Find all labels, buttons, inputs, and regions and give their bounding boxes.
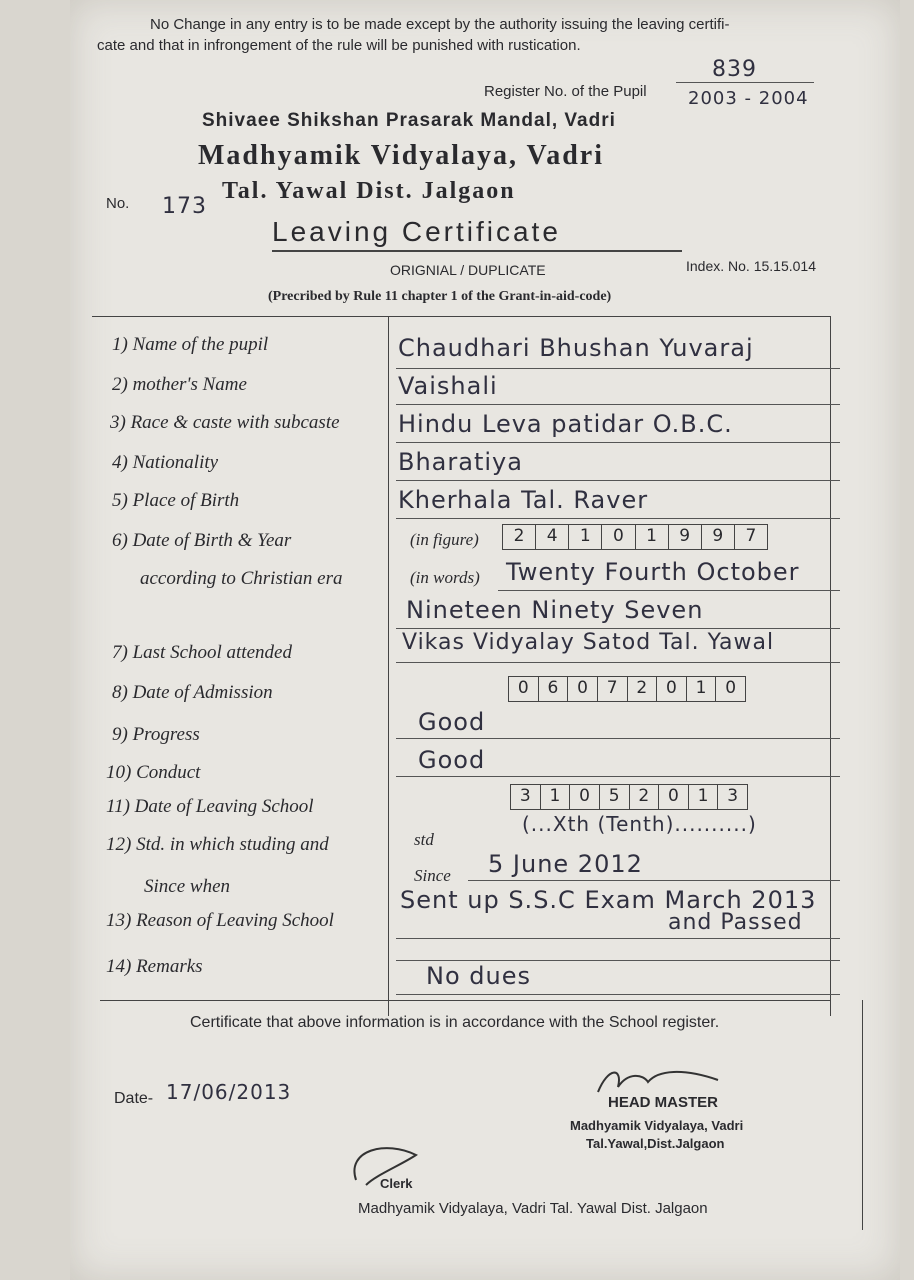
field-value-name: Chaudhari Bhushan Yuvaraj [398, 334, 754, 362]
certify-statement: Certificate that above information is in accordance with the School register. [190, 1014, 720, 1031]
dob-digit-box [502, 524, 768, 550]
field-label-mother: 2) mother's Name [112, 374, 247, 395]
field-line-birthplace [396, 518, 840, 519]
dob-words-1: Twenty Fourth October [506, 558, 800, 586]
admission-digit: 0 [568, 677, 598, 701]
certificate-title: Leaving Certificate [272, 216, 561, 247]
notice-line-2: cate and that in infrongement of the rule will be punished with rustication. [97, 37, 581, 54]
field-value-mother: Vaishali [398, 372, 498, 400]
form-top-border [92, 316, 830, 317]
dob-digit: 9 [702, 525, 735, 549]
leaving-digit: 5 [600, 785, 630, 809]
dob-digit: 2 [503, 525, 536, 549]
field-line-remarks [396, 994, 840, 995]
date-label: Date- [114, 1090, 154, 1107]
register-no: 839 [712, 57, 757, 82]
field-value-remarks: No dues [426, 962, 531, 990]
register-underline [676, 82, 814, 83]
register-year: 2003 - 2004 [688, 88, 809, 109]
field-line-progress [396, 738, 840, 739]
field-label-dob-2: according to Christian era [140, 568, 343, 589]
form-column-divider [388, 316, 389, 1016]
leaving-digit: 3 [511, 785, 541, 809]
form-bottom-border [100, 1000, 830, 1001]
original-duplicate: ORIGNIAL / DUPLICATE [390, 262, 546, 278]
admission-digit: 0 [657, 677, 687, 701]
field-label-reason: 13) Reason of Leaving School [106, 910, 334, 931]
rule-line: (Precribed by Rule 11 chapter 1 of the Grant-in-aid-code) [268, 289, 612, 304]
admission-digit: 2 [628, 677, 658, 701]
leaving-digit: 1 [689, 785, 719, 809]
field-value-reason-2: and Passed [668, 910, 803, 935]
leaving-digit: 0 [659, 785, 689, 809]
register-label: Register No. of the Pupil [484, 83, 647, 100]
index-no: Index. No. 15.15.014 [686, 258, 816, 274]
field-label-birthplace: 5) Place of Birth [112, 490, 240, 511]
field-line-mother [396, 404, 840, 405]
leaving-digit: 2 [630, 785, 660, 809]
hm-stamp-line-2: Tal.Yawal,Dist.Jalgaon [586, 1136, 725, 1151]
field-value-since: 5 June 2012 [488, 850, 643, 878]
field-label-caste: 3) Race & caste with subcaste [110, 412, 340, 433]
leaving-digit: 1 [541, 785, 571, 809]
in-figure-label: (in figure) [410, 530, 479, 549]
field-label-std: 12) Std. in which studing and [106, 834, 329, 855]
field-line-last-school [396, 662, 840, 663]
field-line-caste [396, 442, 840, 443]
field-line-name [396, 368, 840, 369]
cert-no-value: 173 [162, 194, 207, 219]
field-value-reason: Sent up S.S.C Exam March 2013 [400, 886, 817, 914]
leaving-digit: 0 [570, 785, 600, 809]
dob-digit: 4 [536, 525, 569, 549]
field-label-nationality: 4) Nationality [112, 452, 219, 473]
field-label-remarks: 14) Remarks [106, 956, 203, 977]
field-label-since-when: Since when [144, 876, 231, 897]
field-line-since [468, 880, 840, 881]
field-value-conduct: Good [418, 746, 486, 774]
field-line-dob-words [498, 590, 840, 591]
dob-digit: 1 [636, 525, 669, 549]
dob-digit: 0 [602, 525, 635, 549]
field-label-progress: 9) Progress [112, 724, 200, 745]
field-line-reason [396, 938, 840, 939]
field-line-reason-2 [396, 960, 840, 961]
dob-digit: 9 [669, 525, 702, 549]
leaving-digit-box [510, 784, 748, 810]
school-location: Tal. Yawal Dist. Jalgaon [222, 178, 516, 204]
field-label-leaving-date: 11) Date of Leaving School [106, 796, 314, 817]
std-label: std [414, 830, 434, 849]
title-underline [272, 250, 682, 252]
field-label-last-school: 7) Last School attended [112, 642, 292, 663]
form-right-border [830, 316, 831, 1016]
admission-digit: 1 [687, 677, 717, 701]
head-master-title: HEAD MASTER [608, 1094, 719, 1111]
admission-digit: 6 [539, 677, 569, 701]
field-label-admission: 8) Date of Admission [112, 682, 273, 703]
admission-digit-box [508, 676, 746, 702]
dob-digit: 7 [745, 526, 757, 546]
field-line-dob-words-2 [396, 628, 840, 629]
field-value-nationality: Bharatiya [398, 448, 523, 476]
field-label-dob: 6) Date of Birth & Year [112, 530, 292, 551]
dob-words-2: Nineteen Ninety Seven [406, 596, 704, 624]
date-value: 17/06/2013 [166, 1080, 292, 1104]
field-line-nationality [396, 480, 840, 481]
in-words-label: (in words) [410, 568, 480, 587]
field-value-std: (...Xth (Tenth)..........) [522, 812, 757, 836]
field-value-progress: Good [418, 708, 486, 736]
school-footer: Madhyamik Vidyalaya, Vadri Tal. Yawal Dist. Jalgaon [358, 1200, 708, 1217]
dob-digit: 1 [569, 525, 602, 549]
school-name: Madhyamik Vidyalaya, Vadri [198, 140, 604, 171]
admission-digit: 0 [509, 677, 539, 701]
notice-line-1: No Change in any entry is to be made except by the authority issuing the leaving certifi- [150, 16, 730, 33]
field-label-conduct: 10) Conduct [106, 762, 201, 783]
leaving-digit: 3 [727, 786, 739, 806]
admission-digit: 0 [725, 678, 737, 698]
cert-no-label: No. [106, 195, 130, 212]
hm-stamp-line-1: Madhyamik Vidyalaya, Vadri [570, 1118, 744, 1133]
field-label-name: 1) Name of the pupil [112, 334, 269, 355]
field-value-caste: Hindu Leva patidar O.B.C. [398, 410, 733, 438]
field-value-birthplace: Kherhala Tal. Raver [398, 486, 649, 514]
admission-digit: 7 [598, 677, 628, 701]
since-label: Since [414, 866, 451, 885]
clerk-label: Clerk [380, 1176, 413, 1191]
field-value-last-school: Vikas Vidyalay Satod Tal. Yawal [402, 630, 775, 655]
society-name: Shivaee Shikshan Prasarak Mandal, Vadri [202, 110, 616, 131]
footer-right-border [862, 1000, 863, 1230]
field-line-conduct [396, 776, 840, 777]
